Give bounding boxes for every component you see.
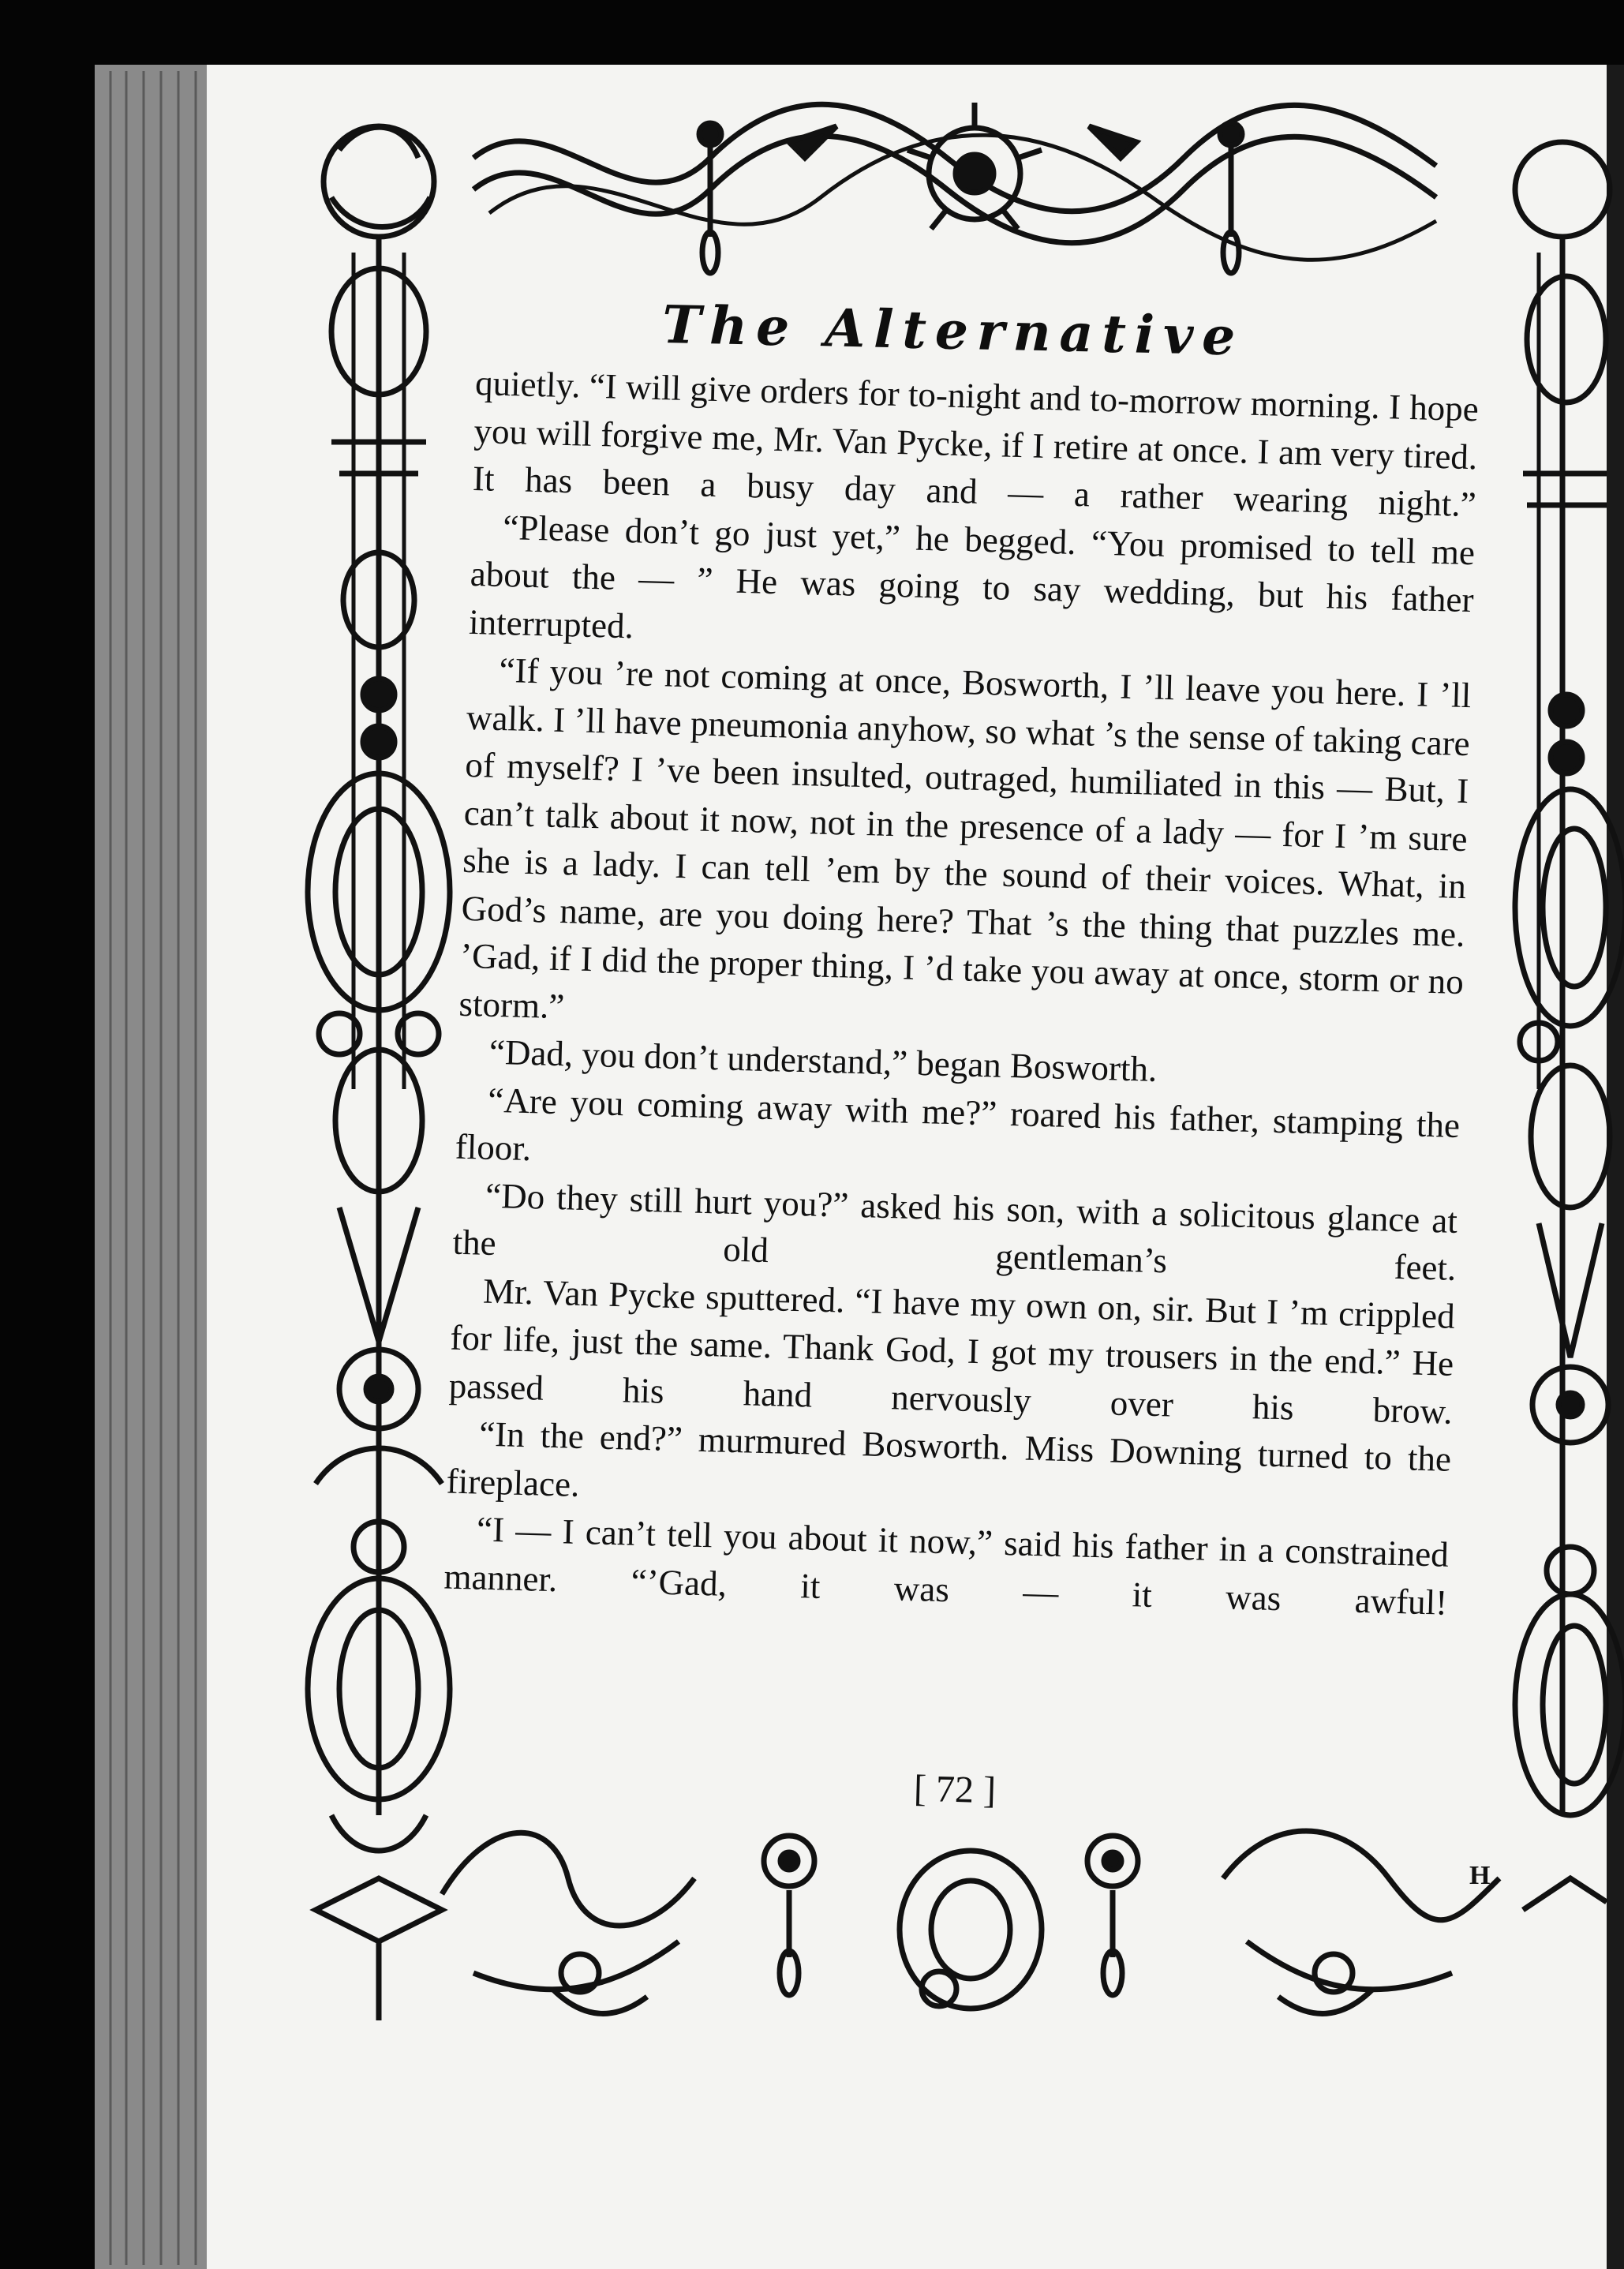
- paragraph: “I — I can’t tell you about it now,” said his father in a constrained manner. “’Gad, it was — it was awful!: [443, 1509, 1450, 1623]
- paragraph: “If you ’re not coming at once, Bosworth, I ’ll leave you here. I ’ll walk. I ’ll have pneumonia anyhow, so what ’s the sense of taking care of myself? I ’ve been insulted, outraged, humiliated in this — But, I can’t talk about it now, not in the presence of a lady — for I ’m sure she is a lady. I can tell ’em by the sound of their voices. What, in God’s name, are you doing here? That ’s the thing that puzzles me. ’Gad, if I did the proper thing, I ’d take you away at once, storm or no storm.”: [458, 650, 1472, 1026]
- page-number: [ 72 ]: [913, 1767, 997, 1812]
- paragraph: Mr. Van Pycke sputtered. “I have my own on, sir. But I ’m crippled for life, just the same. Thank God, I got my trousers in the end.” He passed his hand nervously over his brow.: [448, 1271, 1456, 1432]
- catalog-mark: H: [1469, 1861, 1491, 1890]
- paragraph: “Please don’t go just yet,” he begged. “You promised to tell me about the — ” He was going to say wedding, but his father interrupted.: [468, 507, 1476, 646]
- paragraph: “Dad, you don’t understand,” began Bosworth.: [488, 1032, 1158, 1089]
- top-festoon-ornament: [473, 103, 1436, 273]
- body-text: [443, 359, 1480, 1627]
- left-floral-column: [308, 126, 450, 2020]
- paragraph: “Are you coming away with me?” roared his father, stamping the floor.: [455, 1080, 1461, 1169]
- paragraph: “Do they still hurt you?” asked his son, with a solicitous glance at the old gentleman’s feet.: [452, 1175, 1458, 1288]
- paragraph: “In the end?” murmured Bosworth. Miss Downing turned to the fireplace.: [446, 1413, 1452, 1504]
- bottom-garland-ornament: [442, 1831, 1499, 2013]
- right-floral-column: [1515, 142, 1624, 1910]
- paragraph: quietly. “I will give orders for to-night and to-morrow morning. I hope you will forgive me, Mr. Van Pycke, if I retire at once. I am very tired. It has been a busy day and — a rather wearing night.”: [472, 362, 1480, 525]
- running-head: The Alternative: [661, 294, 1245, 368]
